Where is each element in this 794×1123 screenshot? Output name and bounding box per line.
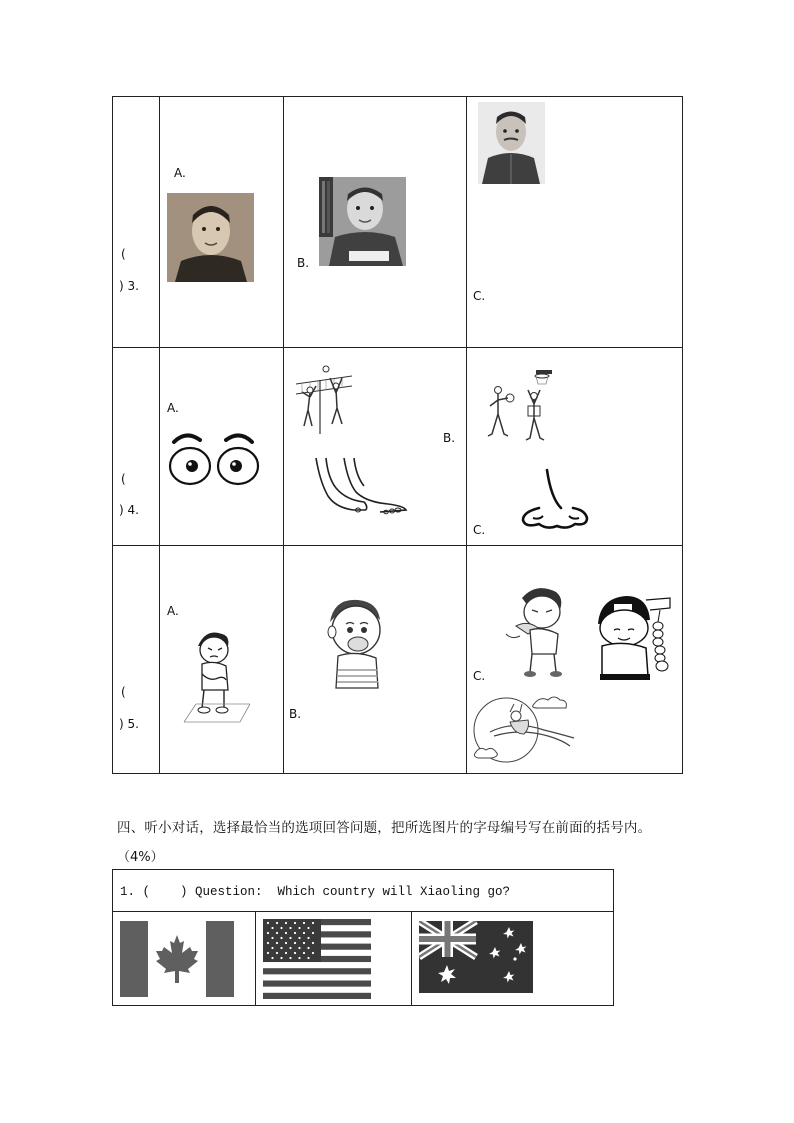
q5-option-b-label: B. <box>289 707 302 721</box>
q5-option-b-toothache-boy-icon[interactable] <box>320 596 390 692</box>
q4-bracket: ( <box>121 472 126 486</box>
q5-option-c-label: C. <box>473 669 486 683</box>
q4-option-a-eyes-icon[interactable] <box>166 432 262 488</box>
q4-option-c-basketball-icon[interactable] <box>484 368 554 444</box>
q5-number: ) 5. <box>119 717 139 731</box>
q3-option-a-label: A. <box>174 166 186 180</box>
q4-option-c-nose-icon[interactable] <box>517 468 595 532</box>
q4-option-c-label: C. <box>473 523 486 537</box>
q4-number: ) 4. <box>119 503 139 517</box>
usa-flag-icon[interactable] <box>263 919 371 999</box>
q5-option-c-firecracker-boy-icon[interactable] <box>592 594 676 682</box>
q4-option-a-label: A. <box>167 401 179 415</box>
q5-option-a-label: A. <box>167 604 179 618</box>
q3-bracket: ( <box>121 247 126 261</box>
q3-option-c-label: C. <box>473 289 486 303</box>
q3-option-b-portrait-icon[interactable] <box>319 177 406 266</box>
listening-table <box>112 869 614 1006</box>
q5-bracket: ( <box>121 685 126 699</box>
q5-option-a-stomachache-boy-icon[interactable] <box>178 624 258 730</box>
section-4-score: （4%） <box>117 850 164 865</box>
q3-number: ) 3. <box>119 279 139 293</box>
listening-question-1: 1. ( ) Question: Which country will Xiaoling go? <box>120 885 511 899</box>
q3-option-a-portrait-icon[interactable] <box>167 193 254 282</box>
q3-option-c-portrait-icon[interactable] <box>478 102 545 184</box>
q4-option-b-label: B. <box>443 431 456 445</box>
australia-flag-icon[interactable] <box>419 921 533 993</box>
q4-option-b-feet-icon[interactable] <box>306 456 410 516</box>
question-table <box>112 96 683 774</box>
q5-option-c-moon-fairy-icon[interactable] <box>470 690 576 768</box>
q3-option-b-label: B. <box>297 256 310 270</box>
q4-option-b-volleyball-icon[interactable] <box>292 364 354 436</box>
q5-option-c-boy-eating-icon[interactable] <box>502 584 576 680</box>
canada-flag-icon[interactable] <box>120 921 234 997</box>
section-4-heading: 四、听小对话，选择最恰当的选项回答问题，把所选图片的字母编号写在前面的括号内。 <box>117 820 652 836</box>
